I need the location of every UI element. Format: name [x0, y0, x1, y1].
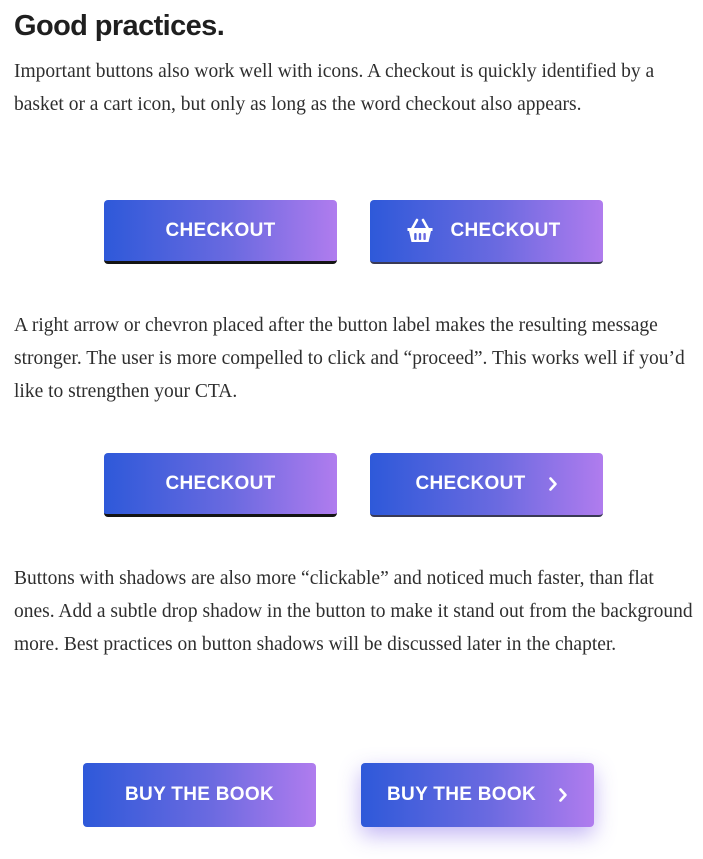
checkout-button-2[interactable] [104, 453, 337, 517]
buy-book-shadow-button[interactable] [361, 763, 594, 827]
paragraph-shadows: Buttons with shadows are also more “clickable” and noticed much faster, than flat ones. Add a subtle drop shadow in the button to make it stand out from the background more. Best practices on button shadows will be discussed later in the chapter. [14, 568, 693, 655]
checkout-basket-button-label: CHECKOUT [450, 220, 561, 241]
basket-icon [406, 218, 434, 244]
chevron-right-icon [548, 476, 558, 492]
checkout-button-2-label: CHECKOUT [165, 472, 276, 494]
buy-book-flat-button-label: BUY THE BOOK [125, 784, 274, 805]
checkout-chevron-button[interactable] [370, 453, 603, 517]
buy-book-flat-button[interactable] [83, 763, 316, 827]
paragraph-icons: Important buttons also work well with icons. A checkout is quickly identified by a basket or a cart icon, but only as long as the word checkout also appears. [14, 61, 655, 115]
checkout-button-label: CHECKOUT [165, 219, 276, 241]
chevron-right-icon [558, 787, 568, 803]
checkout-chevron-button-label: CHECKOUT [415, 473, 526, 494]
paragraph-arrow: A right arrow or chevron placed after the button label makes the resulting message stronger. The user is more compelled to click and “proceed”. This works well if you’d like to strengthen your CTA. [14, 315, 685, 402]
checkout-basket-button[interactable] [370, 200, 603, 264]
checkout-button[interactable] [104, 200, 337, 264]
page-title: Good practices. [14, 10, 225, 42]
buy-book-shadow-button-label: BUY THE BOOK [387, 784, 536, 805]
